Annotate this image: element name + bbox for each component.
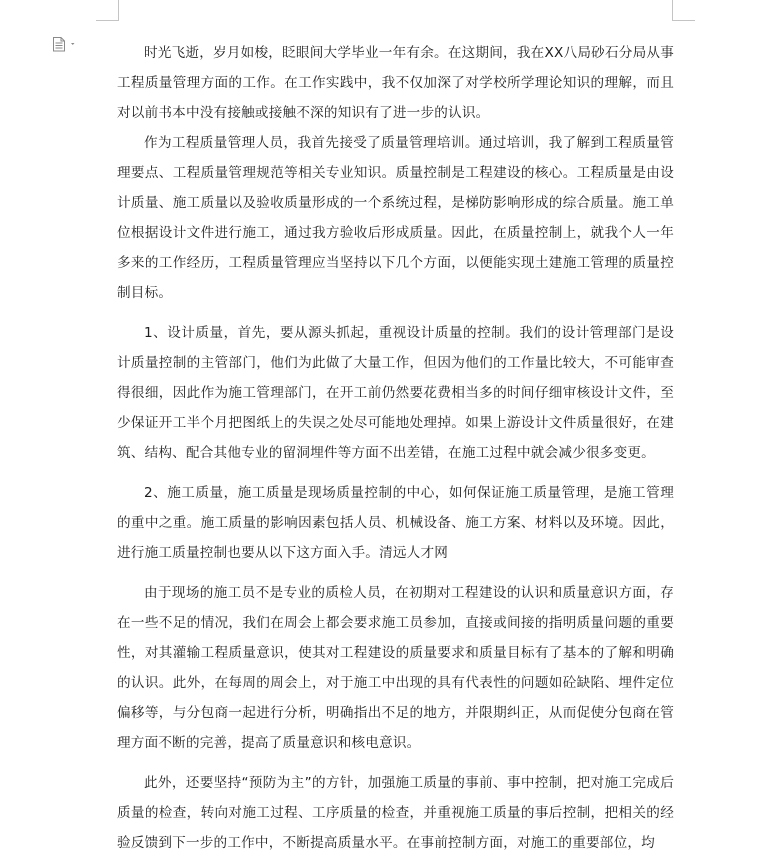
document-icon [52,36,80,52]
paragraph-construction-quality: 2、施工质量，施工质量是现场质量控制的中心，如何保证施工质量管理，是施工管理的重中之重。施工质量的影响因素包括人员、机械设备、施工方案、材料以及环境。因此，进行施工质量控制也要从以下这方面入手。清远人才网 [117,485,674,561]
paragraph-quality-management: 作为工程质量管理人员，我首先接受了质量管理培训。通过培训，我了解到工程质量管理要点、工程质量管理规范等相关专业知识。质量控制是工程建设的核心。工程质量是由设计质量、施工质量以及验收质量形成的一个系统过程，是梯防影响形成的综合质量。施工单位根据设计文件进行施工，通过我方验收后形成质量。因此，在质量控制上，就我个人一年多来的工作经历，工程质量管理应当坚持以下几个方面，以便能实现土建施工管理的质量控制目标。 [117,135,674,301]
top-left-margin-mark [96,0,119,21]
top-right-margin-mark [672,0,695,21]
chevron-down-icon [71,43,75,45]
paragraph-site-staff: 由于现场的施工员不是专业的质检人员，在初期对工程建设的认识和质量意识方面，存在一些不足的情况，我们在周会上都会要求施工员参加，直接或间接的指明质量问题的重要性，对其灌输工程质量意识，使其对工程建设的质量要求和质量目标有了基本的了解和明确的认识。此外，在每周的周会上，对于施工中出现的具有代表性的问题如砼缺陷、埋件定位偏移等，与分包商一起进行分析，明确指出不足的地方，并限期纠正，从而促使分包商在管理方面不断的完善，提高了质量意识和核电意识。 [117,585,674,751]
paragraph-design-quality: 1、设计质量，首先，要从源头抓起，重视设计质量的控制。我们的设计管理部门是设计质量控制的主管部门，他们为此做了大量工作，但因为他们的工作量比较大，不可能审查得很细，因此作为施工管理部门，在开工前仍然要花费相当多的时间仔细审核设计文件，至少保证开工半个月把图纸上的失误之处尽可能地处理掉。如果上游设计文件质量很好，在建筑、结构、配合其他专业的留洞埋件等方面不出差错，在施工过程中就会减少很多变更。 [117,325,674,461]
paragraph-prevention: 此外，还要坚持“预防为主”的方针，加强施工质量的事前、事中控制，把对施工完成后质量的检查，转向对施工过程、工序质量的检查，并重视施工质量的事后控制，把相关的经验反馈到下一步的工作中，不断提高质量水平。在事前控制方面，对施工的重要部位，均 [117,775,674,851]
document-options-button[interactable] [52,36,80,52]
paragraph-intro: 时光飞逝，岁月如梭，眨眼间大学毕业一年有余。在这期间，我在XX八局砂石分局从事工程质量管理方面的工作。在工作实践中，我不仅加深了对学校所学理论知识的理解，而且对以前书本中没有接触或接触不深的知识有了进一步的认识。 [117,45,674,121]
document-body [117,38,674,858]
